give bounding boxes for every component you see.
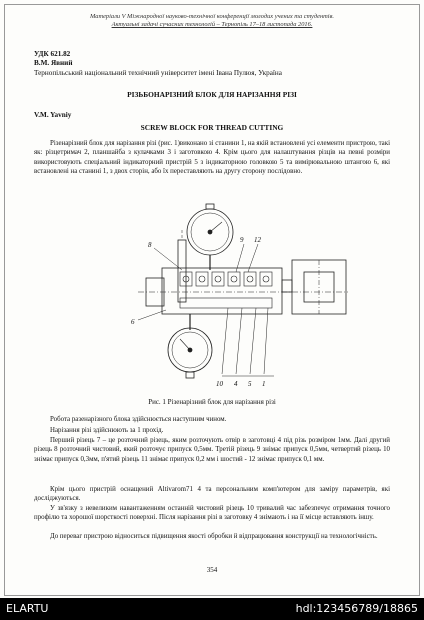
author-ua: В.М. Явний [34, 59, 73, 67]
page-number: 354 [206, 566, 218, 574]
figure-label-9: 9 [240, 236, 244, 244]
figure-label-1: 1 [262, 380, 266, 388]
header-line-2: Актуальні задачі сучасних технологій – Тернопіль 17–18 листопада 2016. [111, 21, 313, 28]
figure-label-6: 6 [131, 318, 135, 326]
figure-drawing [118, 200, 358, 394]
repository-name[interactable]: ELARTU [6, 602, 49, 615]
figure-label-12: 12 [254, 236, 261, 244]
title-en: SCREW BLOCK FOR THREAD CUTTING [140, 123, 284, 132]
bottom-indicator-dial [168, 314, 212, 378]
title-ua: РІЗЬБОНАРІЗНИЙ БЛОК ДЛЯ НАРІЗАННЯ РІЗІ [127, 90, 297, 99]
conference-header [20, 13, 404, 29]
paragraph-cutters: Перший різець 7 – це розточний різець, яким розточують отвір в заготовці 4 під різь розміром 1мм. Далі другий різець 8 розточний чистовий, який розточує припуск 0,5мм. Третій різець 9 знімає припуск 0,5мм, четвертий різець 10 знімає припуск 0,3мм, п'ятий різець 11 знімає припуск 0,2 мм і шостий - 12 знімає припуск 0,1 мм. [34, 437, 390, 463]
cutter-holders [180, 272, 272, 308]
affiliation: Тернопільський національний технічний університет імені Івана Пулюя, Україна [34, 69, 282, 77]
figure-caption: Рис. 1 Різенарізний блок для нарізання різі [148, 398, 276, 406]
header-line-1: Матеріали V Міжнародної науково-технічної конференції молодих учених та студентів. [90, 13, 334, 20]
udc-code: УДК 621.82 [34, 50, 71, 58]
paragraph-intro: Різенарізний блок для нарізання різі (рис. 1)виконано зі станини 1, на якій встановлені усі елементи пристрою, такі як: різцетримач 2, планшайба з кулачками 3 і заготовкою 4. Крім цього для налаштування різців на певні розміри використовують спеціальний індикаторний пристрій 5 з індикаторною головкою 5 та вимірювальною штангою 6, які встановлені на станині 1, з двох сторін, або їх переставляють на другу сторону послідовно. [34, 140, 390, 176]
handle-id[interactable]: hdl:123456789/18865 [295, 602, 418, 615]
paragraph-operation: Робота разенарізного блока здійснюється наступним чином. [50, 416, 227, 423]
paragraph-advantages: До переваг пристрою відноситься підвищення якості обробки й відпрацювання конструкції на технологічність. [50, 533, 378, 540]
indicator-stand [178, 240, 186, 302]
paragraph-finishing: У зв'язку з невеликим навантаженням останній чистовий різець 10 тривалий час забезпечує отримання точного профілю та хорошої шорсткості поверхні. Після нарізання різі в заготовку 4 знімають і на її місце вставляють іншу. [34, 505, 390, 522]
figure-label-5: 5 [248, 380, 252, 388]
paragraph-single-pass: Нарізання різі здійснюють за 1 прохід. [50, 427, 164, 434]
top-indicator-dial [187, 204, 233, 270]
paragraph-equipment: Крім цього пристрій оснащений Altivarom71 4 та персональним комп'ютером для заміру параметрів, які досліджуються. [34, 486, 390, 503]
figure-label-4: 4 [234, 380, 238, 388]
repository-footer [0, 598, 424, 620]
figure-label-8: 8 [148, 241, 152, 249]
author-en: V.M. Yavniy [34, 111, 72, 119]
figure-label-10: 10 [216, 380, 223, 388]
